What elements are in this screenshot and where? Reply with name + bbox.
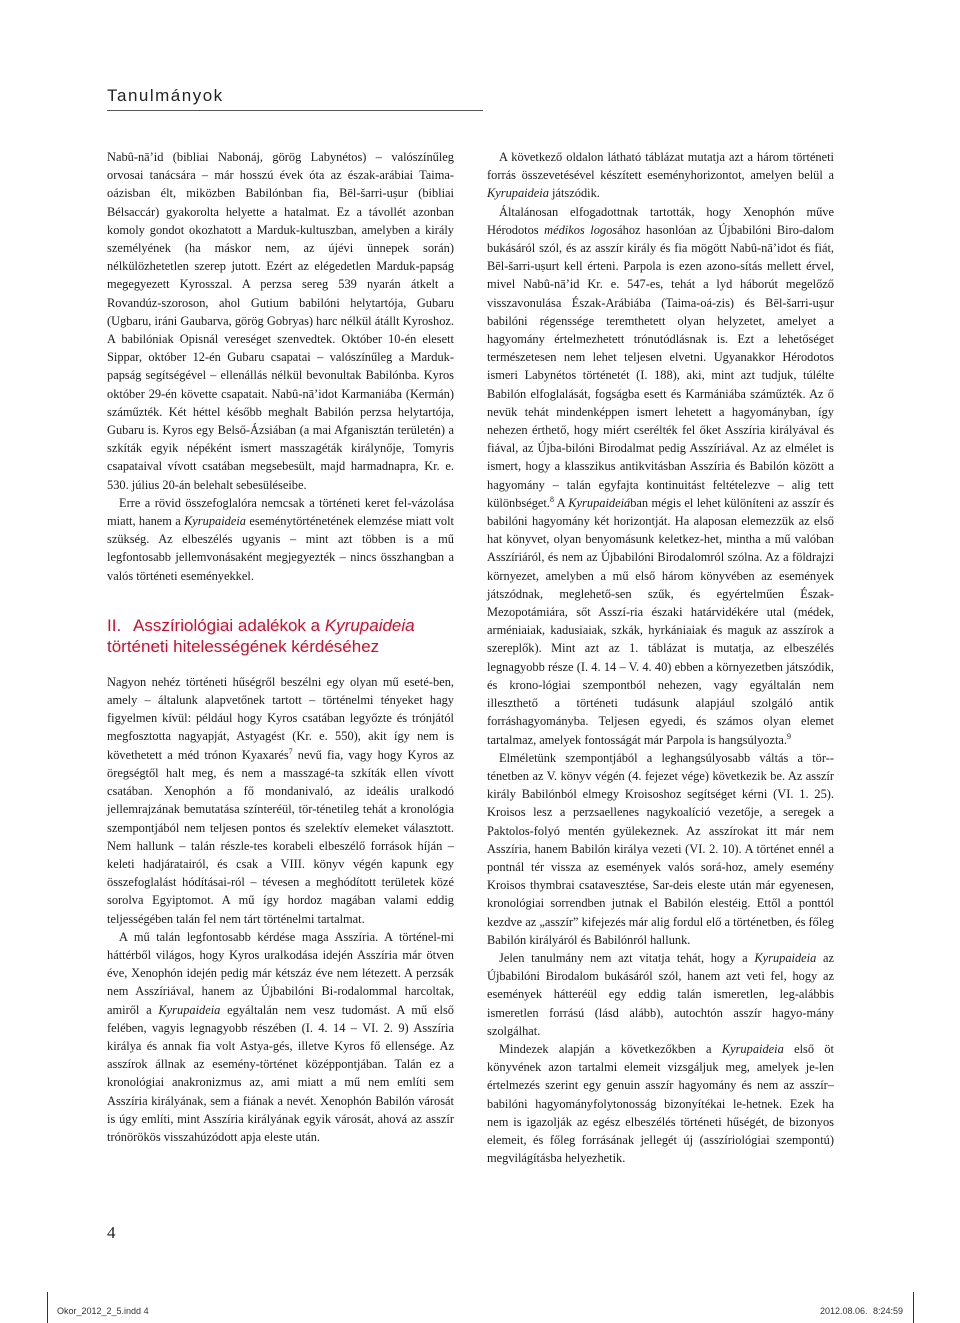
text-line: sereg 539 nyarán átkelt a Rovandúz-szoroson, ahol Gutium	[107, 277, 455, 310]
text-line: mai Afganisztán területén) a szkíták egyik népéként ismert	[107, 423, 454, 456]
print-slug	[0, 1292, 960, 1323]
left-column	[107, 148, 454, 1146]
paragraph-theory-shift: Elméletünk szempontjából a leghangsúlyosabb váltás a tör-ténetben az V. könyv végén (4. fejezet vége) következik be. Az asszír király Babilónból elmegy Kroisoshoz segítséget kérni (VI. 1. 25). Kroisos lesz a perzsaellenes nagykoalíció vezetője, a seregek a Paktolos-folyó mentén gyülekeznek. Az asszírokat itt már nem Asszíria, hanem Babilón királya vezeti (VI. 2. 10). A történet ennél a pontnál tér vissza az események valós sorá-hoz, amely esemény Kroisos thymbrai csatavesztése, Sar-deis eleste után már egyenesen, kronológiai sorrendben jutnak el Babilón elestéig. Ettől a ponttól kezdve az „asszír” kifejezés már alig fordul elő a történetben, és főleg Babilón királyáról és Babilónról hallunk.	[487, 750, 834, 947]
text-line: Gobryas) harc nélkül átállt Kyroshoz. A babilóniak Opisnál	[107, 313, 454, 347]
text-line: ünnepek során) nélkülözhetetlen szerep jutott. Ezért az elé	[107, 241, 455, 274]
text-line: amelyben a király személyének (ha máskor nem, az újévi	[107, 222, 454, 256]
right-column	[487, 148, 834, 1167]
text-line: (bibliai Bélsaccár) gyakorolta helyette a hatalmat. Ez a távol	[107, 186, 454, 219]
paragraph-herodotos: Általánosan elfogadottnak tartották, hogy Xenophón műve Hérodotos médikos logosához hasonlóan az Újbabilóni Biro-dalom bukásáról szól, és az asszír király és fia mögött Nabû-nā’idot és fiát, Bēl-šarri-uṣurt kell érteni. Parpola is ezen azono-sítás mellett érvel, mivel Nabû-nā’id Kr. e. 547-es, tehát a lyd háborút megelőző visszavonulása Észak-Arábiába (Taima-oá-zis) és Bēl-šarri-uṣur babilóni régenssége teremthetett olyan helyzetet, amelyet a hagyomány értelmezhetett trónutódlásnak is. Ezt a lehetőséget természetesen nem lehet teljesen elvetni. Ugyanakkor Hérodotos ismeri Labynétos történetét (I. 188), aki, mint azt tudjuk, túlélte Babilón elfoglalását, fogságba esett és Karmániába száműzték. Az ő nevük tehát mindenképpen ismert lehetett a hagyományban, így nehezen érthető, hogy miért cserélték fel őket Asszíria királyával és fiával, az Újba-bilóni Birodalmat pedig Asszíriával. Az az elmélet is ismert, hogy a klasszikus antikvitásban Asszíria és Babilón között a hagyomány – talán egyfajta kontinuitást feltételezve – alig tett különbséget.$^8$ A Kyrupaideiában mégis el lehet különíteni az asszír és babilóni hagyomány két horizontját. Ha alaposan elemezzük az első hat könyvet, olyan benyomásunk keletkez-het, mintha a mű valóban Asszíriáról, és nem az Újbabilóni Birodalomról szólna. Az a földrajzi környezet, amelyben a mű első három könyvében az események játszódnak, meglehető-sen szűk, és egyértelműen Észak-Mezopotámiára, sőt Asszí-ria északi határvidékére utal (médek, arméniaiak, kadusiaiak, szkák, hyrkániaiak és maguk az asszírok a szereplők). Mint azt az 1. táblázat is mutatja, az elbeszélés legnagyobb része (I. 4. 14 – V. 4. 40) ebben a környezetben játszódik, és krono-lógiai szempontból nehezen, vagy egyáltalán nem illeszthető a történeti tudásunk alapjául szolgáló antik forráshagyományba. Teljesen egyedi, és számos olyan elemet tartalmaz, amelyek fontosságát már Parpola is hangsúlyozta.$^9$	[487, 204, 834, 747]
paragraph-thesis: Jelen tanulmány nem azt vitatja tehát, hogy a Kyrupaideia az Újbabilóni Birodalom bukásáról szól, hanem azt veti fel, hogy az események hátteréül egy eddig talán ismeretlen, leg-alábbis ismeretlen forrású (lásd alább), autochtón asszír hagyo-mány szolgálhat.	[487, 950, 834, 1038]
text-line: október 29-én követte csapatait. Nabû-nā’idot Karmaniá	[107, 386, 391, 401]
text-line: ba (Kermán) száműzték. Két héttel később meghalt Babilón	[107, 386, 454, 419]
slug-time: 8:24:59	[873, 1306, 904, 1316]
crop-mark	[913, 1292, 914, 1323]
text-line: perzsa helytartója, Gubaru is. Kyros egy Belső-Ázsiában (a	[107, 404, 454, 438]
paragraph-summary: Erre a rövid összefoglalóra nemcsak a történeti keret fel-vázolása miatt, hanem a Kyrupaideia eseménytörténetének elemzése miatt volt szükség. Az elbeszélés ugyanis – mint azt többen is a mű legfontosabb jellemvonásaként megjegyezték – nincs összhangban a valós történeti eseményekkel.	[107, 495, 454, 583]
text-line: lehalt sebesüléseibe.	[205, 477, 307, 492]
header-rule	[107, 110, 483, 111]
section-heading: II. Asszíriológiai adalékok a Kyrupaideia történeti hitelességének kérdéséhez	[107, 615, 415, 656]
paragraph-nabonidus	[107, 148, 454, 494]
text-line: Nabû-nā’id (bibliai Nabonáj, görög Labynétos) – valószínű	[107, 150, 439, 164]
paragraph-method: Mindezek alapján a következőkben a Kyrupaideia első öt könyvének azon tartalmi elemeit vizsgáljuk meg, amelyek je-len értelmezés szerint egy genuin asszír hagyomány és nem az asszír–babilóni hagyományfolytonosság bizonyítékai le-hetnek. Ezek ha nem is igazolják az egész elbeszélés történeti hűségét, de bizonyos elemeit, és főleg forrásának jellegét új (asszíriológiai szempontú) megvilágításba helyezhetik.	[487, 1041, 835, 1166]
text-line: vereséget szenvedtek. Október 10-én elesett Sippar, október	[107, 332, 454, 365]
paragraph-table-intro: A következő oldalon látható táblázat mutatja azt a három történeti forrás összevetésével készített eseményhorizontot, amelyen belül a Kyrupaideia játszódik.	[487, 150, 834, 201]
text-line: Taima-oázisban élt, miközben Babilónban fia, Bēl-šarri-uṣur	[107, 168, 454, 201]
paragraph-assyria: A mű talán legfontosabb kérdése maga Asszíria. A történel-mi háttérből világos, hogy Kyros uralkodása idején Asszíria már ötven éve, Xenophón idején pedig már kétszáz éve nem létezett. A perzsák nem Asszíriával, hanem az Újbabilóni Bi-rodalommal harcoltak, amiről a Kyrupaideia egyáltalán nem vesz tudomást. A mű első felében, vagyis legnagyobb részében (I. 4. 14 – VI. 2. 9) Asszíria királya és annak fia volt Astya-gés, illetve Kyros fő ellensége. Az asszírok állnak az esemény-történet középpontjában. Talán ez a kronológiai anakronizmus az, ami miatt a mű nem említi sem Asszíria királyának, sem a fiának a nevét. Xenophón Babilón városát is úgy említi, mint Asszíria királyának egyik városát, ahová az asszír trónörökös visszahúzódott apja eleste után.	[107, 929, 454, 1144]
text-line: leg orvosai tanácsára – már hosszú évek óta az észak-arábiai	[107, 150, 454, 183]
crop-mark	[47, 1292, 48, 1323]
text-line: babilóni helytartója, Gubaru (Ugbaru, iráni Gaubarva, görög	[107, 295, 454, 328]
text-line: lét azonban komoly gondot okozhatott a Marduk-kultuszban,	[107, 204, 454, 237]
page-number: 4	[107, 1223, 116, 1242]
running-header: Tanulmányok	[107, 86, 224, 105]
slug-filename: Okor_2012_2_5.indd 4	[57, 1306, 149, 1316]
paragraph-historical-fidelity: Nagyon nehéz történeti hűségről beszélni egy olyan mű eseté-ben, amely – általunk alapvetőnek tartott – történelmi tényeket hagy figyelmen kívül: például hogy Kyros csatában legyőzte és trónjától megfosztotta nagyapját, Astyagést (Kr. e. 550), akit így nem is követhetett a méd trónon Kyaxarés$^7$ nevű fia, vagy hogy Kyros az öregségtől halt meg, és nem a masszagé-ta szkíták ellen vívott csatában. Xenophón a fő mondanivaló, az ideális uralkodó jellemrajzának bemutatása színteréül, tör-ténetileg tehát a kronológia szempontjából nem teljesen pontos és szelektív elemeket választott. Nem hallunk – talán részle-tes korabeli elbeszélő források híján – keleti hadjáratairól, és csak a VIII. könyv végén kapunk egy összefoglalást hódításai-ról – tévesen a meghódított területek közé sorolva Egyiptomot. A mű így hordoz magában valami eddig teljességében talán fel nem tárt történelmi tartalmat.	[107, 674, 454, 926]
text-line: megsebesült, majd harmadnapra, Kr. e. 530. július 20-án be	[107, 459, 454, 492]
text-line: gedetlen Marduk-papság megegyezett Kyrosszal. A perzsa	[107, 259, 454, 292]
text-line: 12-én Gubaru csapatai – valószínűleg a Marduk-papság se	[107, 350, 454, 383]
text-line: gítségével – ellenállás nélkül bevonultak Babilónba. Kyros	[155, 368, 454, 383]
slug-date: 2012.08.06.	[820, 1306, 868, 1316]
text-line: masszagéták királynője, Tomyris csapataival vívott csatában	[107, 441, 454, 474]
